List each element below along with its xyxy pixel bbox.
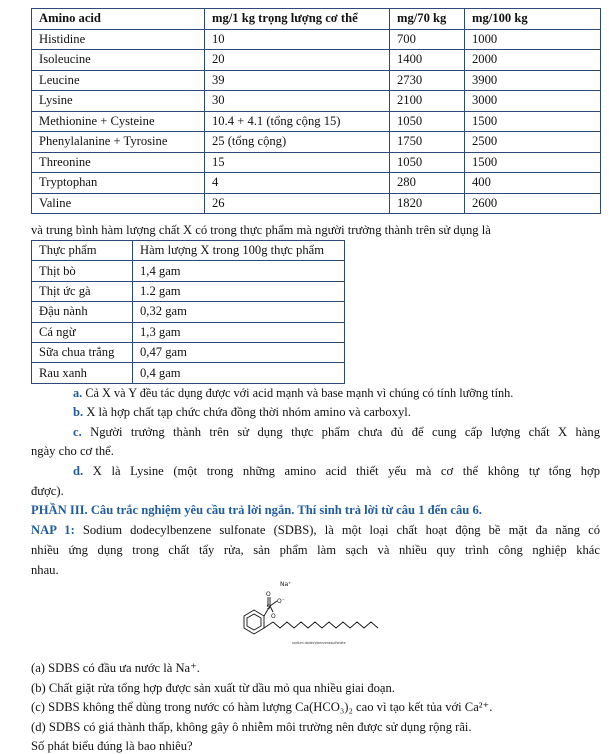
option-c: (c) SDBS không thể dùng trong nước có hàm lượng Ca(HCO₃)₂ cao vì tạo kết tủa với Ca²⁺. [31,700,493,714]
table-cell: 280 [390,173,465,194]
table-cell: 400 [465,173,601,194]
table-cell: 0,32 gam [133,302,345,322]
table-header-row [32,241,345,261]
table-cell: 2100 [390,91,465,112]
table-row [32,302,345,322]
table-cell: Phenylalanine + Tyrosine [32,132,205,153]
statement-d-label: d. [73,464,84,478]
table-cell: 25 (tổng cộng) [205,132,390,153]
table-row [32,342,345,362]
alkyl-chain [273,622,378,628]
table-cell: Isoleucine [32,50,205,71]
mol-o-top-label: O [266,591,271,598]
table-cell: 2000 [465,50,601,71]
table-row [32,173,601,194]
table-cell: 26 [205,193,390,214]
table-row [32,281,345,301]
mol-o-minus-label: O⁻ [277,598,285,605]
table-cell: 3900 [465,70,601,91]
statement-c-line2: ngày cho cơ thể. [31,444,114,458]
mol-o-bottom-label: O [271,613,276,620]
table-cell: 4 [205,173,390,194]
col-header: mg/1 kg trọng lượng cơ thể [205,9,390,30]
food-table [31,240,345,384]
table-cell: Leucine [32,70,205,91]
table-row [32,193,601,214]
statement-c-text: Người trưởng thành trên sử dụng thực phẩm chưa đủ để cung cấp lượng chất X hàng [90,425,600,439]
table-cell: Methionine + Cysteine [32,111,205,132]
col-header: mg/70 kg [390,9,465,30]
table-cell: 1820 [390,193,465,214]
col-header: mg/100 kg [465,9,601,30]
table-cell: 30 [205,91,390,112]
benzene-inner-ring [247,614,261,630]
mol-caption: sodium dodecylbenzenesulfonate [292,641,346,645]
mol-na-label: Na⁺ [280,581,292,588]
table-cell: 0,47 gam [133,342,345,362]
table-row [32,29,601,50]
table-cell: Threonine [32,152,205,173]
statement-b [73,404,411,420]
col-header: Amino acid [32,9,205,30]
table-row [32,152,601,173]
table-cell: 2730 [390,70,465,91]
table-cell: 1400 [390,50,465,71]
table-row [32,50,601,71]
option-d: (d) SDBS có giá thành thấp, không gây ô nhiễm môi trường nên được sử dụng rộng rãi. [31,720,472,734]
table-cell: Thịt bò [32,261,133,281]
table-row [32,91,601,112]
part3-heading: PHẦN III. Câu trắc nghiệm yêu cầu trả lời ngắn. Thí sinh trả lời từ câu 1 đến câu 6. [31,503,482,517]
table-cell: 10.4 + 4.1 (tổng cộng 15) [205,111,390,132]
option-b: (b) Chất giặt rửa tổng hợp được sản xuất từ dầu mỏ qua nhiều giai đoạn. [31,681,395,695]
question-1-line2: nhiều ứng dụng trong chất tẩy rửa, sản phẩm làm sạch và nhiều quy trình công nghiệp khác [31,543,600,557]
statement-d-line1 [73,463,600,479]
table-cell: Sữa chua trắng [32,342,133,362]
statement-a-label: a. [73,386,83,400]
question-1-text: Sodium dodecylbenzene sulfonate (SDBS), là một loại chất hoạt động bề mặt đa năng có [82,523,600,537]
col-header: Thực phẩm [32,241,133,261]
table-cell: Đậu nành [32,302,133,322]
intro-line: và trung bình hàm lượng chất X có trong thực phẩm mà người trưởng thành trên sử dụng là [31,223,491,237]
option-a: (a) SDBS có đầu ưa nước là Na⁺. [31,661,200,675]
table-cell: 700 [390,29,465,50]
table-row [32,132,601,153]
table-row [32,70,601,91]
mol-s-label: S [266,604,271,611]
table-cell: Valine [32,193,205,214]
question-1-line3: nhau. [31,563,59,577]
table-cell: 1750 [390,132,465,153]
table-row [32,363,345,383]
statement-a [73,385,513,401]
table-row [32,322,345,342]
table-cell: Histidine [32,29,205,50]
table-cell: 20 [205,50,390,71]
statement-b-text: X là hợp chất tạp chức chứa đồng thời nhóm amino và carboxyl. [86,405,411,419]
table-cell: 3000 [465,91,601,112]
table-cell: Cá ngừ [32,322,133,342]
table-cell: 1.2 gam [133,281,345,301]
table-cell: Thịt ức gà [32,281,133,301]
table-cell: 1050 [390,111,465,132]
sdbs-structure-image [230,578,385,650]
table-cell: 1,3 gam [133,322,345,342]
statement-b-label: b. [73,405,84,419]
question-1-line1 [31,522,600,538]
statement-d-line2: được). [31,484,64,498]
table-cell: 0,4 gam [133,363,345,383]
statement-d-text: X là Lysine (một trong những amino acid thiết yếu mà cơ thể không tự tổng hợp [92,464,601,478]
table-cell: 39 [205,70,390,91]
amino-acid-table [31,8,601,214]
table-row [32,261,345,281]
statement-c-line1 [73,424,600,440]
table-cell: 1500 [465,111,601,132]
table-header-row [32,9,601,30]
question-1-label: NAP 1: [31,523,75,537]
table-cell: 1,4 gam [133,261,345,281]
table-cell: 1500 [465,152,601,173]
table-cell: Tryptophan [32,173,205,194]
statement-a-text: Cả X và Y đều tác dụng được với acid mạnh và base mạnh vì chúng có tính lưỡng tính. [85,386,514,400]
table-cell: 10 [205,29,390,50]
question-prompt: Số phát biểu đúng là bao nhiêu? [31,739,193,753]
table-cell: Lysine [32,91,205,112]
table-cell: 2500 [465,132,601,153]
table-cell: 1000 [465,29,601,50]
table-row [32,111,601,132]
table-cell: 2600 [465,193,601,214]
col-header: Hàm lượng X trong 100g thực phẩm [133,241,345,261]
statement-c-label: c. [73,425,82,439]
table-cell: 15 [205,152,390,173]
table-cell: 1050 [390,152,465,173]
table-cell: Rau xanh [32,363,133,383]
